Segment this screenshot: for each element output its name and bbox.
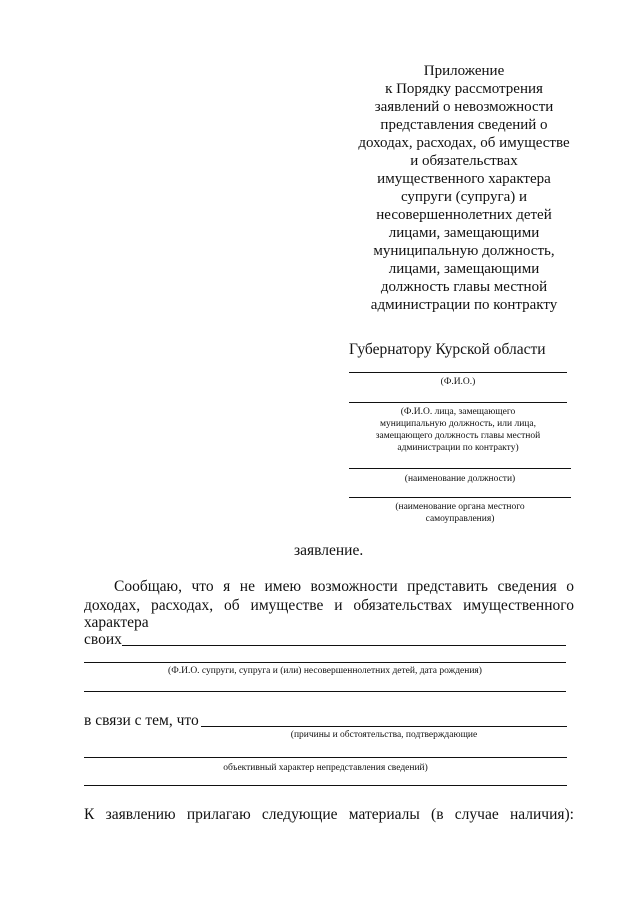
body-line-2: доходах, расходах, об имуществе и обязательствах имущественного [84,597,574,614]
appendix-line: лицами, замещающими [388,225,540,241]
person-caption-line: замещающего должность главы местной [375,431,541,441]
position-caption: (наименование должности) [404,474,516,484]
appendix-line: Приложение [423,63,505,79]
appendix-line: несовершеннолетних детей [376,207,552,223]
appendix-line: к Порядку рассмотрения [385,81,543,97]
reason-caption-2: объективный характер непредставления сведений) [223,763,428,773]
relatives-extra-line [84,691,566,692]
appendix-line: доходах, расходах, об имуществе [358,135,570,151]
appendix-line: имущественного характера [377,171,551,187]
relatives-caption: (Ф.И.О. супруги, супруга и (или) несовершеннолетних детей, дата рождения) [168,666,482,676]
appendix-line: муниципальную должность, [373,243,555,259]
attachments-line: К заявлению прилагаю следующие материалы (в случае наличия): [84,806,574,823]
appendix-line: заявлений о невозможности [374,99,554,115]
organ-caption-line: (наименование органа местного [395,502,525,512]
appendix-line: представления сведений о [380,117,548,133]
organ-caption [349,501,571,525]
position-line [349,468,571,469]
appendix-line: и обязательствах [410,153,518,169]
person-caption-line: администрации по контракту) [397,443,519,453]
appendix-line: лицами, замещающими [388,261,540,277]
addressee: Губернатору Курской области [349,341,546,358]
organ-caption-line: самоуправления) [425,514,495,524]
fio-line [349,372,567,373]
reason-line-2 [84,757,567,758]
document-title: заявление. [294,542,364,559]
person-caption [349,406,567,454]
appendix-line: супруги (супруга) и [400,189,528,205]
reason-prefix: в связи с тем, что [84,712,199,729]
body-line-3: характера [84,614,149,631]
reason-fill-line [201,726,567,727]
fio-caption: (Ф.И.О.) [440,377,476,387]
appendix-line: администрации по контракту [370,297,558,313]
reason-line-3 [84,785,567,786]
appendix-line: должность главы местной [380,279,548,295]
body-line-1: Сообщаю, что я не имею возможности представить сведения о [114,578,574,595]
appendix-header [350,62,578,314]
person-line [349,402,567,403]
relatives-fill-line [122,645,566,646]
person-caption-line: (Ф.И.О. лица, замещающего [400,407,516,417]
person-caption-line: муниципальную должность, или лица, [380,419,536,429]
reason-caption-1: (причины и обстоятельства, подтверждающие [290,730,478,740]
body-line-4-prefix: своих [84,631,122,648]
organ-line [349,497,571,498]
relatives-line [84,662,566,663]
